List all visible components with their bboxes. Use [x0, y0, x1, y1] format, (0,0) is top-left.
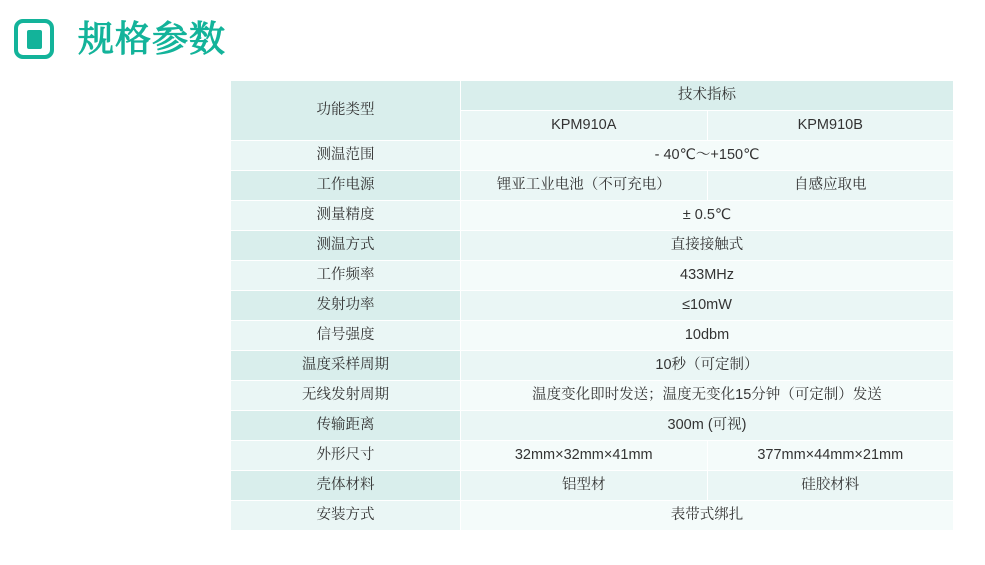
- icon-inner-square: [27, 30, 42, 49]
- spec-table-container: [230, 80, 954, 531]
- row-label-temp-range: 测温范围: [231, 141, 461, 171]
- row-value-tx-power: ≤10mW: [461, 291, 954, 321]
- table-row: [231, 321, 954, 351]
- row-value-transmission-distance: 300m (可视): [461, 411, 954, 441]
- table-body: [231, 81, 954, 531]
- row-value-housing-material-a: 铝型材: [461, 471, 708, 501]
- row-value-housing-material-b: 硅胶材料: [707, 471, 954, 501]
- row-label-signal-strength: 信号强度: [231, 321, 461, 351]
- row-label-power-source: 工作电源: [231, 171, 461, 201]
- row-value-measure-method: 直接接触式: [461, 231, 954, 261]
- row-value-power-source-b: 自感应取电: [707, 171, 954, 201]
- row-label-dimensions: 外形尺寸: [231, 441, 461, 471]
- cell-model-a: KPM910A: [461, 111, 708, 141]
- table-row: [231, 381, 954, 411]
- row-value-tx-period: 温度变化即时发送；温度无变化15分钟（可定制）发送: [461, 381, 954, 411]
- row-value-frequency: 433MHz: [461, 261, 954, 291]
- row-value-dimensions-a: 32mm×32mm×41mm: [461, 441, 708, 471]
- rounded-square-icon: [14, 19, 54, 59]
- table-row: [231, 291, 954, 321]
- row-label-transmission-distance: 传输距离: [231, 411, 461, 441]
- row-value-accuracy: ± 0.5℃: [461, 201, 954, 231]
- row-label-mounting: 安装方式: [231, 501, 461, 531]
- cell-function-type-label: 功能类型: [231, 81, 461, 141]
- table-row: [231, 171, 954, 201]
- row-label-accuracy: 测量精度: [231, 201, 461, 231]
- row-value-sampling-period: 10秒（可定制）: [461, 351, 954, 381]
- cell-model-b: KPM910B: [707, 111, 954, 141]
- row-label-frequency: 工作频率: [231, 261, 461, 291]
- page-title: 规格参数: [78, 18, 227, 59]
- page-header: [0, 0, 985, 60]
- table-row: [231, 201, 954, 231]
- table-row: [231, 441, 954, 471]
- row-label-tx-power: 发射功率: [231, 291, 461, 321]
- row-label-measure-method: 测温方式: [231, 231, 461, 261]
- row-value-signal-strength: 10dbm: [461, 321, 954, 351]
- table-row: [231, 231, 954, 261]
- row-label-housing-material: 壳体材料: [231, 471, 461, 501]
- table-row: [231, 141, 954, 171]
- row-label-sampling-period: 温度采样周期: [231, 351, 461, 381]
- table-row: [231, 351, 954, 381]
- table-row: [231, 471, 954, 501]
- row-value-mounting: 表带式绑扎: [461, 501, 954, 531]
- table-row: [231, 411, 954, 441]
- row-value-dimensions-b: 377mm×44mm×21mm: [707, 441, 954, 471]
- table-row: [231, 261, 954, 291]
- row-value-temp-range: - 40℃～+150℃: [461, 141, 954, 171]
- table-row-header-merged: [231, 81, 954, 111]
- table-row: [231, 501, 954, 531]
- cell-technical-spec-header: 技术指标: [461, 81, 954, 111]
- specifications-table: [230, 80, 954, 531]
- row-value-power-source-a: 锂亚工业电池（不可充电）: [461, 171, 708, 201]
- row-label-tx-period: 无线发射周期: [231, 381, 461, 411]
